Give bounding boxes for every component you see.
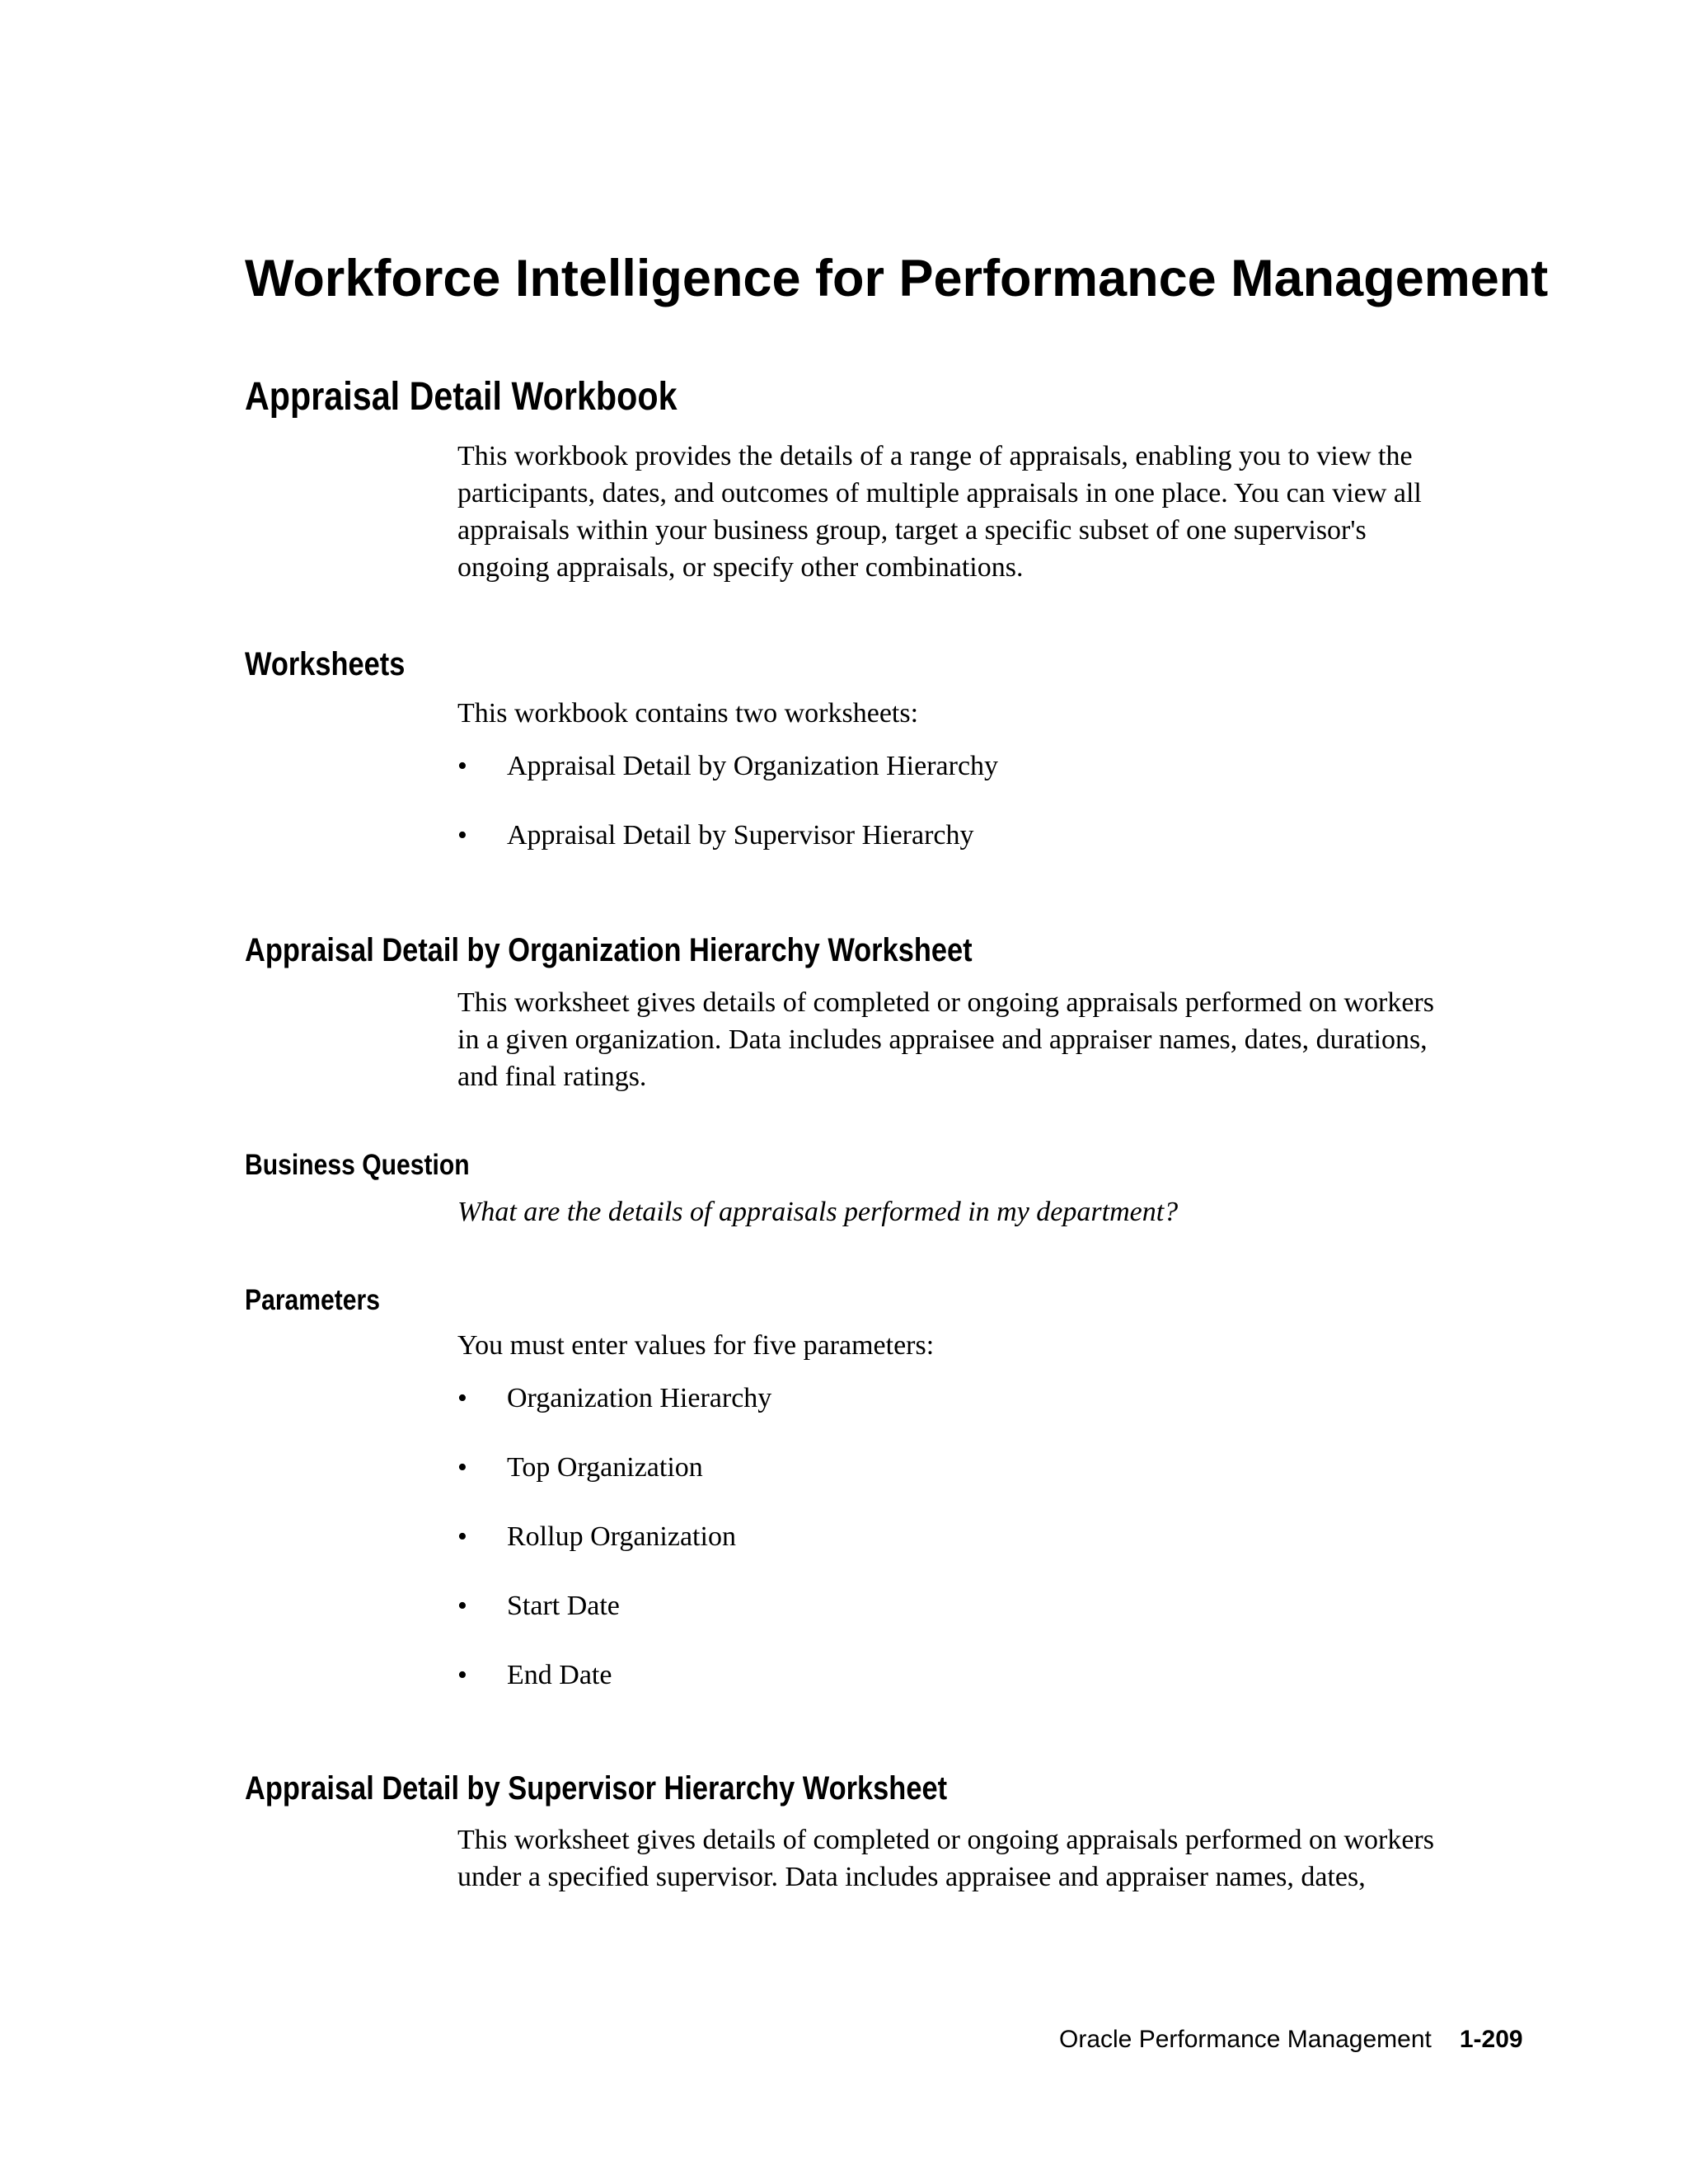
text-line: This workbook provides the details of a range of appraisals, enabling you to view the xyxy=(457,441,1413,471)
list-item: • Appraisal Detail by Organization Hierarchy xyxy=(457,748,998,785)
page-title: Workforce Intelligence for Performance Management xyxy=(245,250,1549,307)
org-worksheet-description xyxy=(457,984,1529,1095)
section-heading-org-worksheet: Appraisal Detail by Organization Hierarchy Worksheet xyxy=(245,932,973,968)
text-line: in a given organization. Data includes appraisee and appraiser names, dates, durations, xyxy=(457,1024,1428,1055)
bullet-icon: • xyxy=(457,1521,467,1552)
text-line: This worksheet gives details of completed or ongoing appraisals performed on workers xyxy=(457,987,1434,1018)
bullet-icon: • xyxy=(457,1383,467,1413)
text-line: and final ratings. xyxy=(457,1062,647,1092)
bullet-icon: • xyxy=(457,1452,467,1483)
text-line: under a specified supervisor. Data includes appraisee and appraiser names, dates, xyxy=(457,1862,1366,1892)
bullet-icon: • xyxy=(457,1660,467,1690)
business-question-heading: Business Question xyxy=(245,1149,470,1181)
list-item: • End Date xyxy=(457,1657,612,1694)
section-heading-supervisor-worksheet: Appraisal Detail by Supervisor Hierarchy Worksheet xyxy=(245,1770,948,1807)
worksheets-intro: This workbook contains two worksheets: xyxy=(457,698,919,729)
supervisor-worksheet-description xyxy=(457,1821,1529,1896)
parameters-heading: Parameters xyxy=(245,1284,381,1316)
text-line: ongoing appraisals, or specify other combinations. xyxy=(457,552,1024,583)
parameters-intro: You must enter values for five parameters: xyxy=(457,1330,935,1361)
section-heading-worksheets: Worksheets xyxy=(245,646,406,682)
list-item: • Organization Hierarchy xyxy=(457,1380,771,1417)
bullet-icon: • xyxy=(457,751,467,781)
section-heading-workbook: Appraisal Detail Workbook xyxy=(245,375,678,419)
business-question: What are the details of appraisals performed in my department? xyxy=(457,1197,1179,1227)
bullet-icon: • xyxy=(457,1591,467,1621)
page-footer xyxy=(1059,2023,1523,2056)
text-line: This worksheet gives details of completed or ongoing appraisals performed on workers xyxy=(457,1825,1434,1855)
footer-book-title: Oracle Performance Management xyxy=(1059,2026,1432,2053)
text-line: appraisals within your business group, target a specific subset of one supervisor's xyxy=(457,515,1367,546)
workbook-description xyxy=(457,438,1529,586)
list-item: • Top Organization xyxy=(457,1449,703,1486)
page-number: 1-209 xyxy=(1459,2026,1523,2053)
list-item: • Rollup Organization xyxy=(457,1518,736,1555)
list-item: • Start Date xyxy=(457,1587,620,1624)
list-item: • Appraisal Detail by Supervisor Hierarchy xyxy=(457,817,974,854)
text-line: participants, dates, and outcomes of multiple appraisals in one place. You can view all xyxy=(457,478,1422,509)
bullet-icon: • xyxy=(457,820,467,851)
